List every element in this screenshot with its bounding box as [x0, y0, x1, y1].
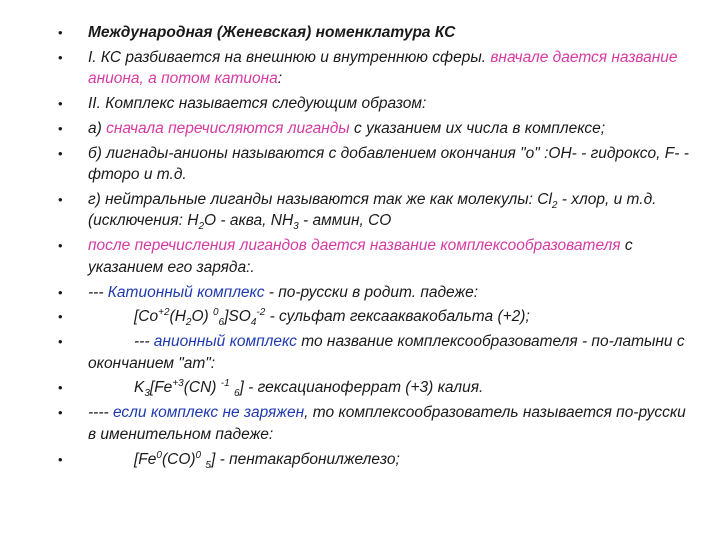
indent-spacer [88, 333, 134, 350]
bullet-icon: • [58, 191, 63, 207]
item-text: : [277, 70, 283, 88]
bullet-icon: • [58, 49, 63, 65]
formula [88, 307, 530, 329]
highlight-text: Катионный комплекс [107, 283, 265, 301]
item-text: , то комплексообразователь называется по-русски в именительном падеже: [88, 404, 686, 443]
item-text: ---- [88, 404, 113, 422]
formula [88, 378, 484, 400]
item-text: O - аква, NH [204, 212, 294, 230]
formula-text: ]SO [224, 308, 251, 326]
subscript: 2 [198, 221, 204, 233]
subscript: 6 [218, 317, 225, 329]
subscript: 2 [551, 200, 558, 212]
formula-text: (CO) [161, 450, 196, 468]
list-item [58, 377, 698, 399]
bullet-icon: • [58, 238, 63, 254]
bullet-icon: • [58, 120, 63, 136]
list-item [58, 331, 698, 374]
list-item [58, 402, 698, 445]
formula-text: ] - пентакарбонилжелезо; [210, 450, 400, 468]
highlight-text: анионный комплекс [153, 333, 297, 351]
item-text: --- [134, 333, 154, 351]
item-text: I. КС разбивается на внешнюю и внутреннюю сферы. [88, 48, 491, 66]
bullet-list [58, 22, 698, 473]
formula-text: [Fe [149, 379, 173, 397]
item-text: с указанием их числа в комплексе; [349, 119, 606, 137]
item-text: --- [88, 283, 108, 301]
item-text: б) лигнады-анионы называются с добавлением окончания "о" :OH- - гидроксо, F- - фторо и т.д. [88, 144, 689, 184]
list-item [58, 93, 698, 115]
formula-text: - сульфат гексааквакобальта (+2); [265, 308, 530, 326]
highlight-text: вначале дается название аниона, а потом катиона [88, 48, 678, 88]
highlight-text: после перечисления лигандов дается название комплексообразователя [88, 237, 621, 255]
formula-text: [Fe [134, 450, 157, 468]
slide-title: Международная (Женевская) номенклатура КС [88, 24, 456, 41]
superscript: 0 [156, 449, 162, 461]
list-item [58, 189, 698, 232]
subscript: 3 [293, 221, 299, 233]
list-item [58, 449, 698, 471]
formula-text: K [134, 379, 145, 397]
formula-text: (H [169, 308, 186, 326]
item-text: II. Комплекс называется следующим образом: [88, 95, 427, 113]
item-text: г) нейтральные лиганды называются так же как молекулы: Cl [88, 190, 552, 208]
formula-text: (CN) [183, 379, 221, 397]
bullet-icon: • [58, 334, 63, 350]
highlight-text: если комплекс не заряжен [112, 404, 305, 422]
formula-text: O) [191, 308, 213, 326]
bullet-icon: • [58, 145, 63, 161]
bullet-icon: • [58, 96, 63, 112]
item-text: то название комплексообразователя - по-латыни с окончанием "ат": [88, 333, 685, 372]
formula-text: [Co [134, 308, 159, 326]
bullet-icon: • [58, 25, 63, 40]
highlight-text: сначала перечисляются лиганды [106, 119, 350, 137]
list-item [58, 235, 698, 278]
formula-text: ] - гексацианоферрат (+3) калия. [239, 379, 484, 397]
bullet-icon: • [58, 380, 63, 396]
item-text: а) [88, 119, 107, 137]
subscript: 4 [250, 317, 257, 329]
list-item [58, 118, 698, 140]
list-item [58, 306, 698, 328]
bullet-icon: • [58, 405, 63, 421]
item-text: - аммин, CO [298, 212, 392, 230]
subscript: 2 [185, 317, 192, 329]
subscript: 6 [233, 388, 240, 400]
superscript: 0 [212, 307, 219, 319]
superscript: +2 [158, 307, 170, 319]
subscript: 5 [205, 459, 211, 471]
bullet-icon: • [58, 309, 63, 325]
item-text: - по-русски в родит. падеже: [264, 283, 479, 301]
list-item [58, 282, 698, 304]
subscript: 3 [144, 388, 150, 400]
bullet-icon: • [58, 284, 63, 300]
formula [88, 449, 400, 471]
superscript: 0 [195, 449, 202, 461]
list-item [58, 47, 698, 90]
list-item [58, 22, 698, 44]
list-item [58, 143, 698, 186]
bullet-icon: • [58, 451, 63, 467]
item-text: с указанием его заряда:. [88, 237, 633, 276]
superscript: -2 [256, 307, 266, 319]
superscript: -1 [220, 378, 230, 390]
superscript: +3 [172, 378, 184, 390]
item-text: - хлор, и т.д. (исключения: H [88, 190, 657, 230]
